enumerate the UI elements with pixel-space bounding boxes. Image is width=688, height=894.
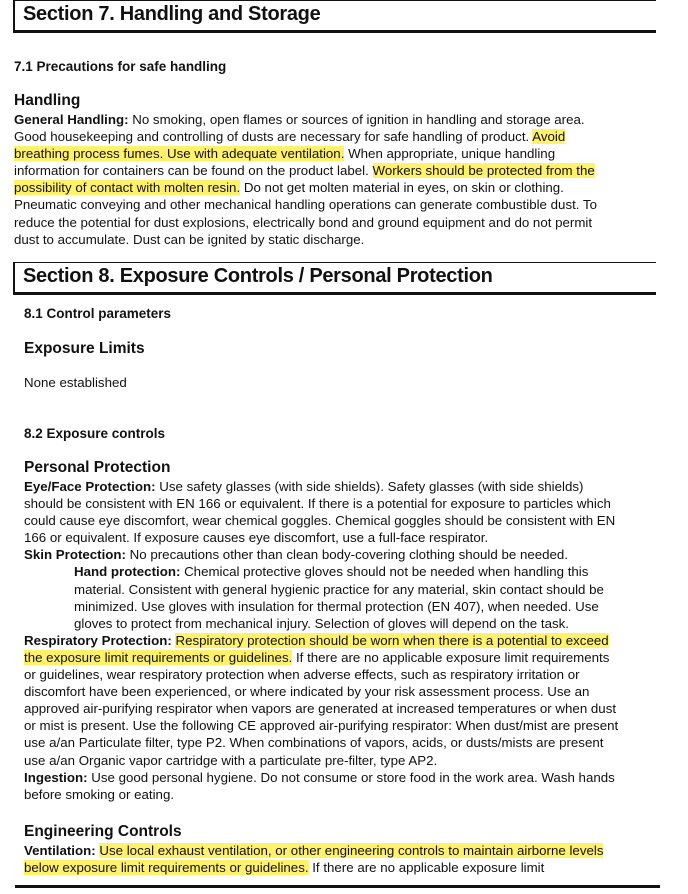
text-line: [14, 231, 597, 248]
text-line: [24, 632, 618, 649]
body-text: approved air-purifying respirator when vapors are generated at increased temperatures or when dust: [24, 701, 617, 717]
text-line: [24, 563, 618, 580]
text-line: [24, 495, 618, 512]
subsection-8-2-title: 8.2 Exposure controls: [24, 426, 166, 441]
body-text: should be consistent with EN 166 or equivalent. If there is a potential for exposure to particles which: [24, 496, 611, 512]
text-line: [24, 752, 618, 769]
body-text: dust to accumulate. Dust can be ignited by static discharge.: [14, 231, 365, 247]
text-line: [24, 598, 618, 615]
highlighted-text: Avoid: [532, 129, 566, 145]
text-line: [24, 769, 618, 786]
personal-protection-heading: Personal Protection: [24, 459, 171, 476]
body-text: Chemical protective gloves should not be needed when handling this: [180, 564, 589, 580]
body-text: before smoking or eating.: [24, 786, 175, 802]
label-text: Ventilation:: [24, 843, 96, 858]
body-text: use a/an Organic vapor cartridge with a particulate pre-filter, type AP2.: [24, 752, 438, 768]
text-line: [24, 478, 618, 495]
bottom-rule: [15, 885, 660, 888]
section-7-header: [13, 0, 656, 33]
body-text: Good housekeeping and controlling of dusts are necessary for safe handling of product.: [14, 129, 533, 145]
text-line: [24, 717, 618, 734]
body-text: gloves to protect from mechanical injury. Selection of gloves will depend on the task.: [74, 615, 569, 631]
text-line: [24, 734, 618, 751]
text-line: [24, 842, 603, 859]
highlighted-text: below exposure limit requirements or guidelines.: [24, 860, 309, 876]
text-line: [14, 111, 597, 128]
text-line: [24, 700, 618, 717]
text-line: [24, 615, 618, 632]
exposure-limits-heading: Exposure Limits: [24, 340, 145, 357]
body-text: 166 or equivalent. If exposure causes eye discomfort, use a full-face respirator.: [24, 530, 489, 546]
text-line: [24, 529, 618, 546]
body-text: Pneumatic conveying and other mechanical handling operations can generate combustible dust. To: [14, 197, 597, 213]
text-line: [14, 214, 597, 231]
section-8-header: [13, 262, 656, 295]
body-text: use a/an Particulate filter, type P2. When combinations of vapors, acids, or dusts/mists are present: [24, 735, 604, 751]
label-text: Respiratory Protection:: [24, 632, 172, 648]
label-text: Ingestion:: [24, 769, 88, 785]
body-text: material. Consistent with general hygienic practice for any material, skin contact should be: [74, 581, 604, 597]
body-text: discomfort have been experienced, or where indicated by your risk assessment process. Use an: [24, 684, 590, 700]
text-line: [24, 786, 618, 803]
section-8-rule: [13, 292, 656, 295]
body-text: If there are no applicable exposure limit requirements: [292, 649, 610, 665]
body-text: When appropriate, unique handling: [344, 146, 556, 162]
personal-protection-paragraph: [24, 478, 618, 803]
section-8-title: Section 8. Exposure Controls / Personal Protection: [23, 265, 493, 287]
body-text: No smoking, open flames or sources of ignition in handling and storage area.: [128, 112, 585, 127]
highlighted-text: possibility of contact with molten resin.: [14, 180, 241, 196]
text-line: [24, 649, 618, 666]
section-7-rule: [13, 30, 656, 33]
exposure-limits-value: None established: [24, 375, 127, 390]
handling-paragraph: [14, 111, 597, 248]
highlighted-text: Respiratory protection should be worn when there is a potential to exceed: [175, 632, 609, 648]
text-line: [24, 581, 618, 598]
body-text: minimized. Use gloves with insulation for thermal protection (EN 407), when needed. Use: [74, 598, 599, 614]
text-line: [24, 512, 618, 529]
text-line: [24, 859, 603, 876]
engineering-controls-heading: Engineering Controls: [24, 823, 182, 840]
text-line: [24, 666, 618, 683]
text-line: [14, 179, 597, 196]
highlighted-text: Workers should be protected from the: [372, 163, 595, 179]
text-line: [14, 162, 597, 179]
highlighted-text: the exposure limit requirements or guidelines.: [24, 649, 293, 665]
text-line: [24, 683, 618, 700]
label-text: Skin Protection:: [24, 547, 126, 563]
subsection-8-1-title: 8.1 Control parameters: [24, 306, 172, 321]
body-text: or guidelines, wear respiratory protection when adverse effects, such as respiratory irritation or: [24, 667, 580, 683]
body-text: Use safety glasses (with side shields). Safety glasses (with side shields): [155, 479, 584, 494]
highlighted-text: Use local exhaust ventilation, or other engineering controls to maintain airborne levels: [99, 843, 604, 858]
label-text: Eye/Face Protection:: [24, 479, 156, 494]
text-line: [14, 128, 597, 145]
subsection-7-1-title: 7.1 Precautions for safe handling: [14, 59, 227, 74]
text-line: [14, 196, 597, 213]
body-text: If there are no applicable exposure limit: [308, 860, 545, 876]
body-text: could cause eye discomfort, wear chemical goggles. Chemical goggles should be consistent with EN: [24, 513, 616, 529]
engineering-controls-paragraph: [24, 842, 603, 876]
body-text: Do not get molten material in eyes, on skin or clothing.: [240, 180, 564, 196]
text-line: [14, 145, 597, 162]
section-7-title: Section 7. Handling and Storage: [23, 3, 321, 25]
text-line: [24, 546, 618, 563]
handling-heading: Handling: [14, 92, 81, 109]
label-text: General Handling:: [14, 112, 129, 127]
highlighted-text: breathing process fumes. Use with adequate ventilation.: [14, 146, 345, 162]
body-text: No precautions other than clean body-covering clothing should be needed.: [125, 547, 569, 563]
body-text: reduce the potential for dust explosions, electrically bond and ground equipment and do not permit: [14, 214, 593, 230]
body-text: Use good personal hygiene. Do not consume or store food in the work area. Wash hands: [87, 769, 615, 785]
label-text: Hand protection:: [74, 564, 181, 580]
body-text: or mist is present. Use the following CE approved air-purifying respirator: When dust/mist are present: [24, 718, 619, 734]
body-text: information for containers can be found on the product label.: [14, 163, 373, 179]
